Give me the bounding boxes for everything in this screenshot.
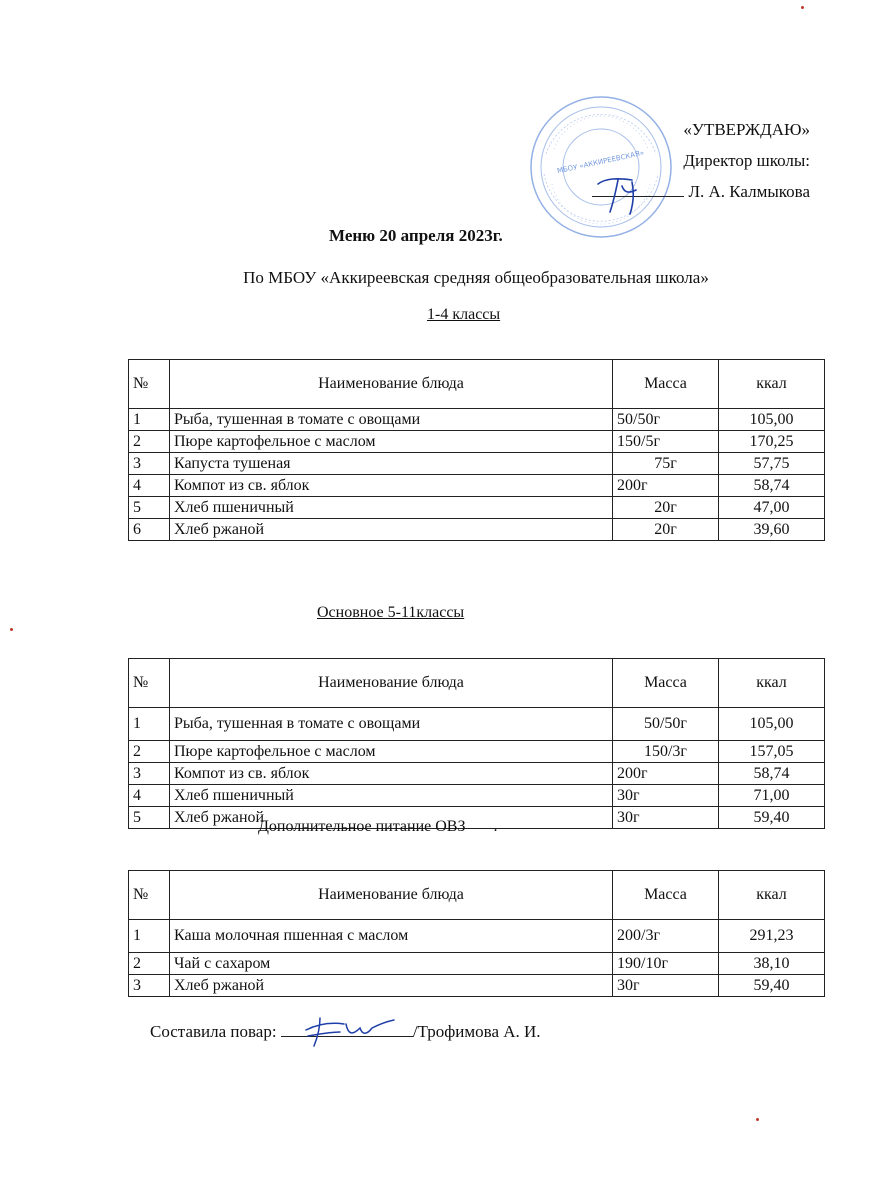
section-heading-1-4: 1-4 классы	[427, 306, 501, 323]
row-number: 5	[129, 807, 170, 829]
table-row	[129, 708, 825, 741]
row-number: 2	[129, 953, 170, 975]
row-number: 2	[129, 431, 170, 453]
dish-name: Чай с сахаром	[170, 953, 613, 975]
col-dish-name: Наименование блюда	[170, 871, 613, 920]
dish-name: Хлеб ржаной	[170, 975, 613, 997]
dish-kcal: 58,74	[719, 475, 825, 497]
director-name: Л. А. Калмыкова	[688, 182, 810, 201]
dish-kcal: 157,05	[719, 741, 825, 763]
dish-name: Каша молочная пшенная с маслом	[170, 920, 613, 953]
dish-name: Хлеб пшеничный	[170, 785, 613, 807]
dish-kcal: 59,40	[719, 975, 825, 997]
table-row	[129, 953, 825, 975]
dish-mass: 50/50г	[613, 409, 719, 431]
col-kcal: ккал	[719, 871, 825, 920]
section-heading-mark: .	[493, 818, 498, 835]
director-signature	[592, 166, 646, 218]
footer-label: Составила повар:	[150, 1022, 277, 1041]
section-heading-5-11: Основное 5-11классы	[317, 604, 465, 621]
table-row	[129, 920, 825, 953]
col-number: №	[129, 360, 170, 409]
section-heading-ovz	[258, 818, 498, 836]
cook-name: /Трофимова А. И.	[412, 1022, 541, 1041]
dish-mass: 20г	[613, 497, 719, 519]
section-heading-text: Дополнительное питание ОВЗ	[258, 818, 466, 835]
approval-heading: «УТВЕРЖДАЮ»	[683, 120, 810, 139]
table-header-row	[129, 360, 825, 409]
col-number: №	[129, 659, 170, 708]
col-dish-name: Наименование блюда	[170, 360, 613, 409]
dish-kcal: 59,40	[719, 807, 825, 829]
dish-mass: 200/3г	[613, 920, 719, 953]
scan-speck	[756, 1118, 759, 1121]
table-row	[129, 785, 825, 807]
table-header-row	[129, 659, 825, 708]
table-header-row	[129, 871, 825, 920]
dish-mass: 30г	[613, 785, 719, 807]
dish-name: Пюре картофельное с маслом	[170, 431, 613, 453]
dish-kcal: 105,00	[719, 708, 825, 741]
dish-kcal: 170,25	[719, 431, 825, 453]
table-row	[129, 497, 825, 519]
approval-position: Директор школы:	[683, 151, 810, 170]
dish-mass: 50/50г	[613, 708, 719, 741]
dish-kcal: 71,00	[719, 785, 825, 807]
row-number: 1	[129, 920, 170, 953]
table-row	[129, 409, 825, 431]
dish-kcal: 39,60	[719, 519, 825, 541]
row-number: 4	[129, 475, 170, 497]
row-number: 6	[129, 519, 170, 541]
row-number: 3	[129, 975, 170, 997]
dish-mass: 30г	[613, 975, 719, 997]
dish-name: Рыба, тушенная в томате с овощами	[170, 409, 613, 431]
col-dish-name: Наименование блюда	[170, 659, 613, 708]
menu-table-ovz	[128, 870, 825, 997]
col-mass: Масса	[613, 871, 719, 920]
col-kcal: ккал	[719, 659, 825, 708]
dish-name: Пюре картофельное с маслом	[170, 741, 613, 763]
row-number: 5	[129, 497, 170, 519]
dish-kcal: 38,10	[719, 953, 825, 975]
dish-name: Рыба, тушенная в томате с овощами	[170, 708, 613, 741]
row-number: 1	[129, 708, 170, 741]
col-mass: Масса	[613, 360, 719, 409]
dish-name: Хлеб ржаной	[170, 807, 613, 829]
table-row	[129, 519, 825, 541]
dish-kcal: 47,00	[719, 497, 825, 519]
scan-speck	[801, 6, 804, 9]
cook-signature	[300, 1010, 400, 1050]
row-number: 4	[129, 785, 170, 807]
dish-mass: 75г	[613, 453, 719, 475]
dish-name: Хлеб ржаной	[170, 519, 613, 541]
col-kcal: ккал	[719, 360, 825, 409]
col-mass: Масса	[613, 659, 719, 708]
dish-mass: 150/5г	[613, 431, 719, 453]
dish-mass: 200г	[613, 475, 719, 497]
row-number: 3	[129, 763, 170, 785]
dish-mass: 30г	[613, 807, 719, 829]
dish-mass: 20г	[613, 519, 719, 541]
dish-kcal: 105,00	[719, 409, 825, 431]
dish-name: Хлеб пшеничный	[170, 497, 613, 519]
dish-name: Капуста тушеная	[170, 453, 613, 475]
table-row	[129, 453, 825, 475]
table-row	[129, 975, 825, 997]
dish-name: Компот из св. яблок	[170, 475, 613, 497]
menu-subtitle: По МБОУ «Аккиреевская средняя общеобразовательная школа»	[243, 268, 709, 287]
dish-mass: 150/3г	[613, 741, 719, 763]
stamp-text: МБОУ «АККИРЕЕВСКАЯ»	[556, 148, 645, 176]
row-number: 2	[129, 741, 170, 763]
menu-table-5-11	[128, 658, 825, 829]
dish-mass: 190/10г	[613, 953, 719, 975]
table-row	[129, 741, 825, 763]
dish-kcal: 58,74	[719, 763, 825, 785]
dish-kcal: 57,75	[719, 453, 825, 475]
col-number: №	[129, 871, 170, 920]
table-row	[129, 475, 825, 497]
table-row	[129, 431, 825, 453]
dish-kcal: 291,23	[719, 920, 825, 953]
scan-speck	[10, 628, 13, 631]
dish-name: Компот из св. яблок	[170, 763, 613, 785]
table-row	[129, 763, 825, 785]
menu-table-1-4	[128, 359, 825, 541]
row-number: 3	[129, 453, 170, 475]
dish-mass: 200г	[613, 763, 719, 785]
row-number: 1	[129, 409, 170, 431]
